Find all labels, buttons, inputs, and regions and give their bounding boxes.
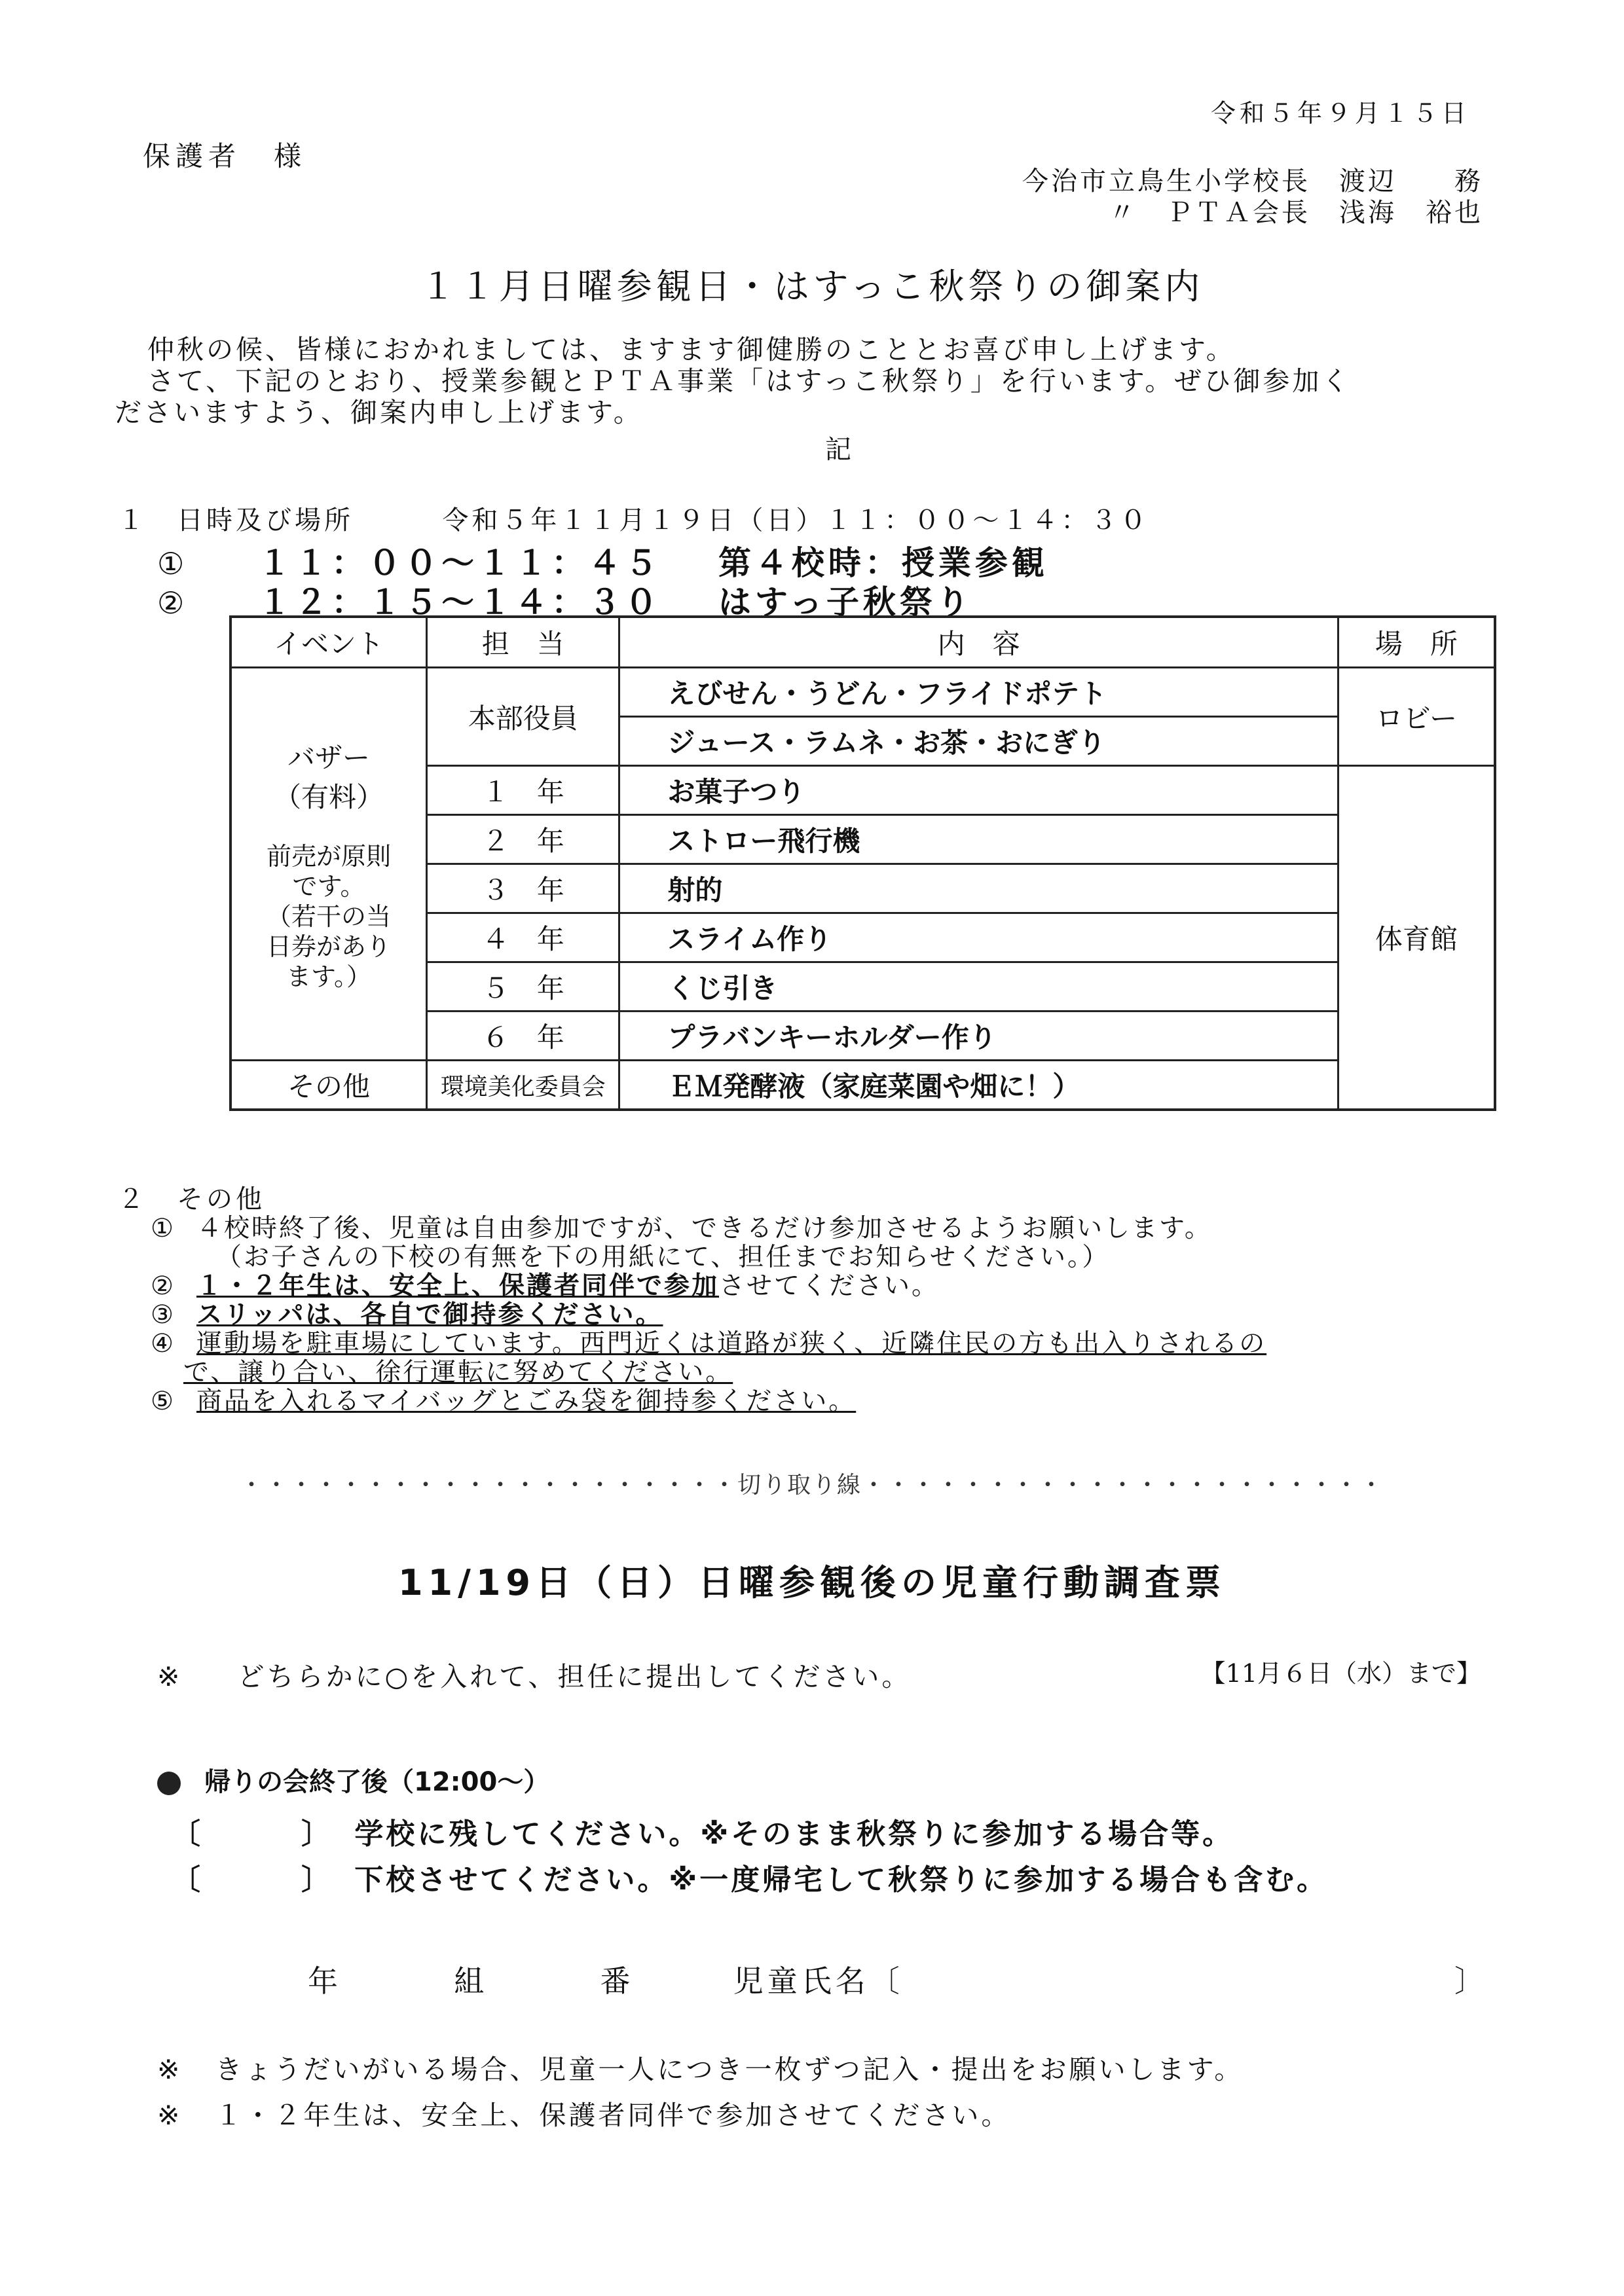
table-row <box>231 1061 1495 1110</box>
option-stay-label: 学校に残してください。※そのまま秋祭りに参加する場合等。 <box>354 1817 1234 1851</box>
note-5: ⑤ 商品を入れるマイバッグとごみ袋を御持参ください。 <box>151 1387 857 1416</box>
other-event-cell: その他 <box>231 1061 426 1110</box>
item1-time: １１：００～１１：４５ <box>258 544 662 582</box>
number-label: 番 <box>600 1963 635 1999</box>
other-content-cell: ＥＭ発酵液（家庭菜園や畑に！） <box>619 1061 1338 1110</box>
staff-cell: ３ 年 <box>426 864 619 913</box>
option-stay[interactable] <box>172 1810 1234 1852</box>
content-cell: くじ引き <box>619 962 1338 1011</box>
due-date: 【11月６日（水）まで】 <box>1200 1659 1481 1688</box>
header-event: イベント <box>231 617 426 668</box>
content-cell: プラバンキーホルダー作り <box>619 1011 1338 1061</box>
sender-pta-president: 〃 ＰＴＡ会長 浅海 裕也 <box>1109 198 1483 228</box>
intro-line-3: ださいますよう、御案内申し上げます。 <box>115 397 643 428</box>
staff-cell: ６ 年 <box>426 1011 619 1061</box>
document-title: １１月日曜参観日・はすっこ秋祭りの御案内 <box>420 266 1204 307</box>
table-row <box>231 668 1495 717</box>
note-3: ③ スリッパは、各自で御持参ください。 <box>151 1300 663 1330</box>
item2-time: １２：１５～１４：３０ <box>258 583 662 621</box>
cut-line: ・・・・・・・・・・・・・・・・・・・・切り取り線・・・・・・・・・・・・・・・・・・・・・ <box>239 1472 1384 1499</box>
option-go-home-bracket[interactable]: 〔 〕 <box>172 1863 333 1897</box>
footnote-2: ※ １・２年生は、安全上、保護者同伴で参加させてください。 <box>157 2100 1011 2131</box>
content-cell: ジュース・ラムネ・お茶・おにぎり <box>619 717 1338 766</box>
header-staff: 担 当 <box>426 617 619 668</box>
content-cell: えびせん・うどん・フライドポテト <box>619 668 1338 717</box>
content-cell: ストロー飛行機 <box>619 815 1338 864</box>
intro-line-2: さて、下記のとおり、授業参観とＰＴＡ事業「はすっこ秋祭り」を行います。ぜひ御参加く <box>147 365 1352 397</box>
form-title: 11/19日（日）日曜参観後の児童行動調査票 <box>397 1562 1226 1603</box>
staff-cell: １ 年 <box>426 766 619 815</box>
bazaar-label: バザー <box>287 741 370 774</box>
note-mark: ※ <box>157 1661 183 1692</box>
footnote-1: ※ きょうだいがいる場合、児童一人につき一枚ずつ記入・提出をお願いします。 <box>157 2054 1244 2085</box>
bazaar-sublabel: （有料） <box>273 780 384 813</box>
document-date: 令和５年９月１５日 <box>1210 99 1470 128</box>
item1-label: 第４校時：授業参観 <box>718 544 1048 582</box>
table-header-row <box>231 617 1495 668</box>
bazaar-cell <box>231 668 426 1061</box>
ki-marker: 記 <box>825 435 851 465</box>
header-content: 内 容 <box>619 617 1338 668</box>
option-stay-bracket[interactable]: 〔 〕 <box>172 1817 333 1851</box>
note-2: ② １・２年生は、安全上、保護者同伴で参加させてください。 <box>151 1271 940 1301</box>
form-instruction: ※ どちらかに○を入れて、担任に提出してください。 <box>157 1661 912 1692</box>
option-go-home[interactable] <box>172 1856 1328 1898</box>
section1-heading <box>118 500 1149 537</box>
event-table <box>229 615 1496 1111</box>
section2-heading: ２ その他 <box>118 1184 265 1214</box>
staff-cell: 本部役員 <box>426 668 619 766</box>
staff-cell: ２ 年 <box>426 815 619 864</box>
recipient: 保護者 様 <box>143 140 307 172</box>
place-cell-lobby: ロビー <box>1338 668 1495 766</box>
content-cell: 射的 <box>619 864 1338 913</box>
student-name-close: 〕 <box>1454 1963 1488 1999</box>
event-datetime: 令和５年１１月１９日（日）１１：００～１４：３０ <box>442 505 1150 536</box>
dismissal-heading: 帰りの会終了後（12:00～） <box>157 1761 549 1798</box>
note-1: ① ４校時終了後、児童は自由参加ですが、できるだけ参加させるようお願いします。 <box>151 1214 1212 1243</box>
bazaar-note: 前売が原則 です。 （若干の当 日券があり ます。） <box>266 841 391 991</box>
bullet-icon <box>157 1772 181 1795</box>
student-info-row[interactable] <box>308 1958 1488 2001</box>
grade-label: 年 <box>308 1963 342 1999</box>
option-go-home-label: 下校させてください。※一度帰宅して秋祭りに参加する場合も含む。 <box>354 1863 1329 1897</box>
note-1b: （お子さんの下校の有無を下の用紙にて、担任までお知らせください。） <box>216 1243 1110 1272</box>
content-cell: お菓子つり <box>619 766 1338 815</box>
item2-label: はすっ子秋祭り <box>718 583 973 621</box>
other-staff-cell: 環境美化委員会 <box>426 1061 619 1110</box>
place-cell-gym: 体育館 <box>1338 766 1495 1110</box>
item1-number: ① <box>157 546 189 581</box>
staff-cell: ４ 年 <box>426 913 619 962</box>
note-4b: で、譲り合い、徐行運転に努めてください。 <box>183 1358 733 1387</box>
item2-number: ② <box>157 585 189 621</box>
sender-principal: 今治市立鳥生小学校長 渡辺 務 <box>1022 166 1483 196</box>
student-name-label: 児童氏名〔 <box>733 1963 904 1999</box>
section1-title: １ 日時及び場所 <box>118 505 354 536</box>
content-cell: スライム作り <box>619 913 1338 962</box>
class-label: 組 <box>454 1963 489 1999</box>
note-4: ④ 運動場を駐車場にしています。西門近くは道路が狭く、近隣住民の方も出入りされるの <box>151 1329 1267 1358</box>
header-place: 場 所 <box>1338 617 1495 668</box>
intro-line-1: 仲秋の候、皆様におかれましては、ますます御健勝のこととお喜び申し上げます。 <box>147 334 1236 365</box>
staff-cell: ５ 年 <box>426 962 619 1011</box>
